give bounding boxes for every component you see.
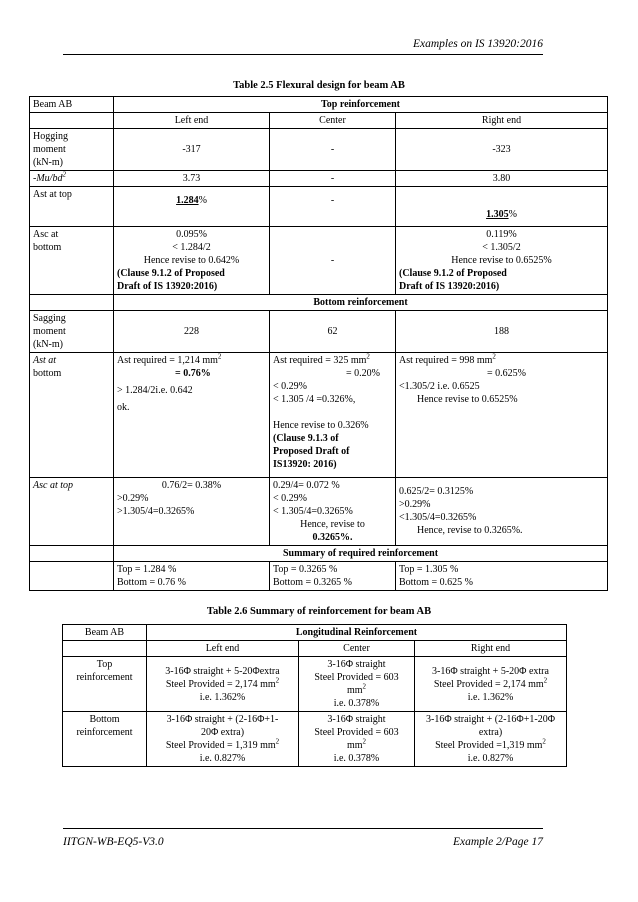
col-left-end: Left end — [114, 113, 270, 129]
table-2-5-caption: Table 2.5 Flexural design for beam AB — [233, 80, 405, 91]
row-label-hogging: Hogging moment (kN-m) — [30, 129, 114, 171]
table-row: Ast at bottom Ast required = 1,214 $mm^2$ = 0.76% > 1.284/2i.e. 0.642 ok. Ast required = 325 $mm^2$ = 0.20% < 0.29% < 1.305 /4 =0.326%, Hence revise to 0.326% (Clause 9.1.3 of Proposed Draft of IS13920: 2016) Ast required = 998 $mm^2$ = 0.625% <1.305/2 i.e. 0.6525 Hence revise to 0.6525% — [30, 353, 608, 478]
footer-doc-id: IITGN-WB-EQ5-V3.0 — [63, 836, 164, 848]
table-row: Top = 1.284 % Bottom = 0.76 % Top = 0.3265 % Bottom = 0.3265 % Top = 1.305 % Bottom = 0.625 % — [30, 562, 608, 591]
table-row: Bottom reinforcement 3-16Φ straight + (2-16Φ+1- 20Φ extra) Steel Provided = 1,319 $mm^2$ i.e. 0.827% 3-16Φ straight Steel Provided = 603 $mm^2$ i.e. 0.378% 3-16Φ straight + (2-16Φ+1-20Φ extra) Steel Provided =1,319 $mm^2$ i.e. 0.827% — [63, 712, 567, 767]
table-row: $-Mu/bd^2$ 3.73 - 3.80 — [30, 171, 608, 187]
row-label-ast-top: Ast at top — [30, 187, 114, 227]
footer-page: Example 2/Page 17 — [452, 836, 543, 848]
bottom-reinforcement-heading: Bottom reinforcement — [114, 295, 608, 311]
table-row: Sagging moment (kN-m) 228 62 188 — [30, 311, 608, 353]
col-left-end: Left end — [147, 641, 299, 657]
table-row: Ast at top 1.284% - 1.305% — [30, 187, 608, 227]
reinforcement-summary-table — [62, 624, 567, 767]
running-header: Examples on IS 13920:2016 — [413, 38, 543, 50]
col-right-end: Right end — [415, 641, 567, 657]
flexural-design-table — [29, 96, 608, 591]
col-right-end: Right end — [396, 113, 608, 129]
table-row: Asc at bottom 0.095% < 1.284/2 Hence revise to 0.642% (Clause 9.1.2 of Proposed Draft of IS 13920:2016) - 0.119% < 1.305/2 Hence revise to 0.6525% (Clause 9.1.2 of Proposed Draft of IS 13920:2016) — [30, 227, 608, 295]
col-header-beam: Beam AB — [30, 97, 114, 113]
table-row: Top reinforcement 3-16Φ straight + 5-20Φextra Steel Provided = 2,174 $mm^2$ i.e. 1.362% 3-16Φ straight Steel Provided = 603 $mm^2$ i.e. 0.378% 3-16Φ straight + 5-20Φ extra Steel Provided = 2,174 $mm^2$ i.e. 1.362% — [63, 657, 567, 712]
footer-rule — [63, 828, 543, 829]
top-reinforcement-heading: Top reinforcement — [114, 97, 608, 113]
longitudinal-reinforcement-heading: Longitudinal Reinforcement — [147, 625, 567, 641]
row-label-asc-top: Asc at top — [30, 478, 114, 546]
table-2-6-caption: Table 2.6 Summary of reinforcement for beam AB — [206, 606, 432, 617]
row-label-ast-bottom: Ast at bottom — [30, 353, 114, 478]
col-center: Center — [270, 113, 396, 129]
row-label-sagging: Sagging moment (kN-m) — [30, 311, 114, 353]
row-label-bottom: Bottom reinforcement — [63, 712, 147, 767]
row-label-mu: $-Mu/bd^2$ — [30, 171, 114, 187]
summary-heading: Summary of required reinforcement — [114, 546, 608, 562]
header-rule — [63, 54, 543, 55]
col-header-beam: Beam AB — [63, 625, 147, 641]
table-row: Asc at top 0.76/2= 0.38% >0.29% >1.305/4=0.3265% 0.29/4= 0.072 % < 0.29% < 1.305/4=0.3265% Hence, revise to 0.3265%. 0.625/2= 0.3125% >0.29% <1.305/4=0.3265% Hence, revise to 0.3265%. — [30, 478, 608, 546]
row-label-top: Top reinforcement — [63, 657, 147, 712]
row-label-asc-bottom: Asc at bottom — [30, 227, 114, 295]
col-center: Center — [299, 641, 415, 657]
table-row: Hogging moment (kN-m) -317 - -323 — [30, 129, 608, 171]
